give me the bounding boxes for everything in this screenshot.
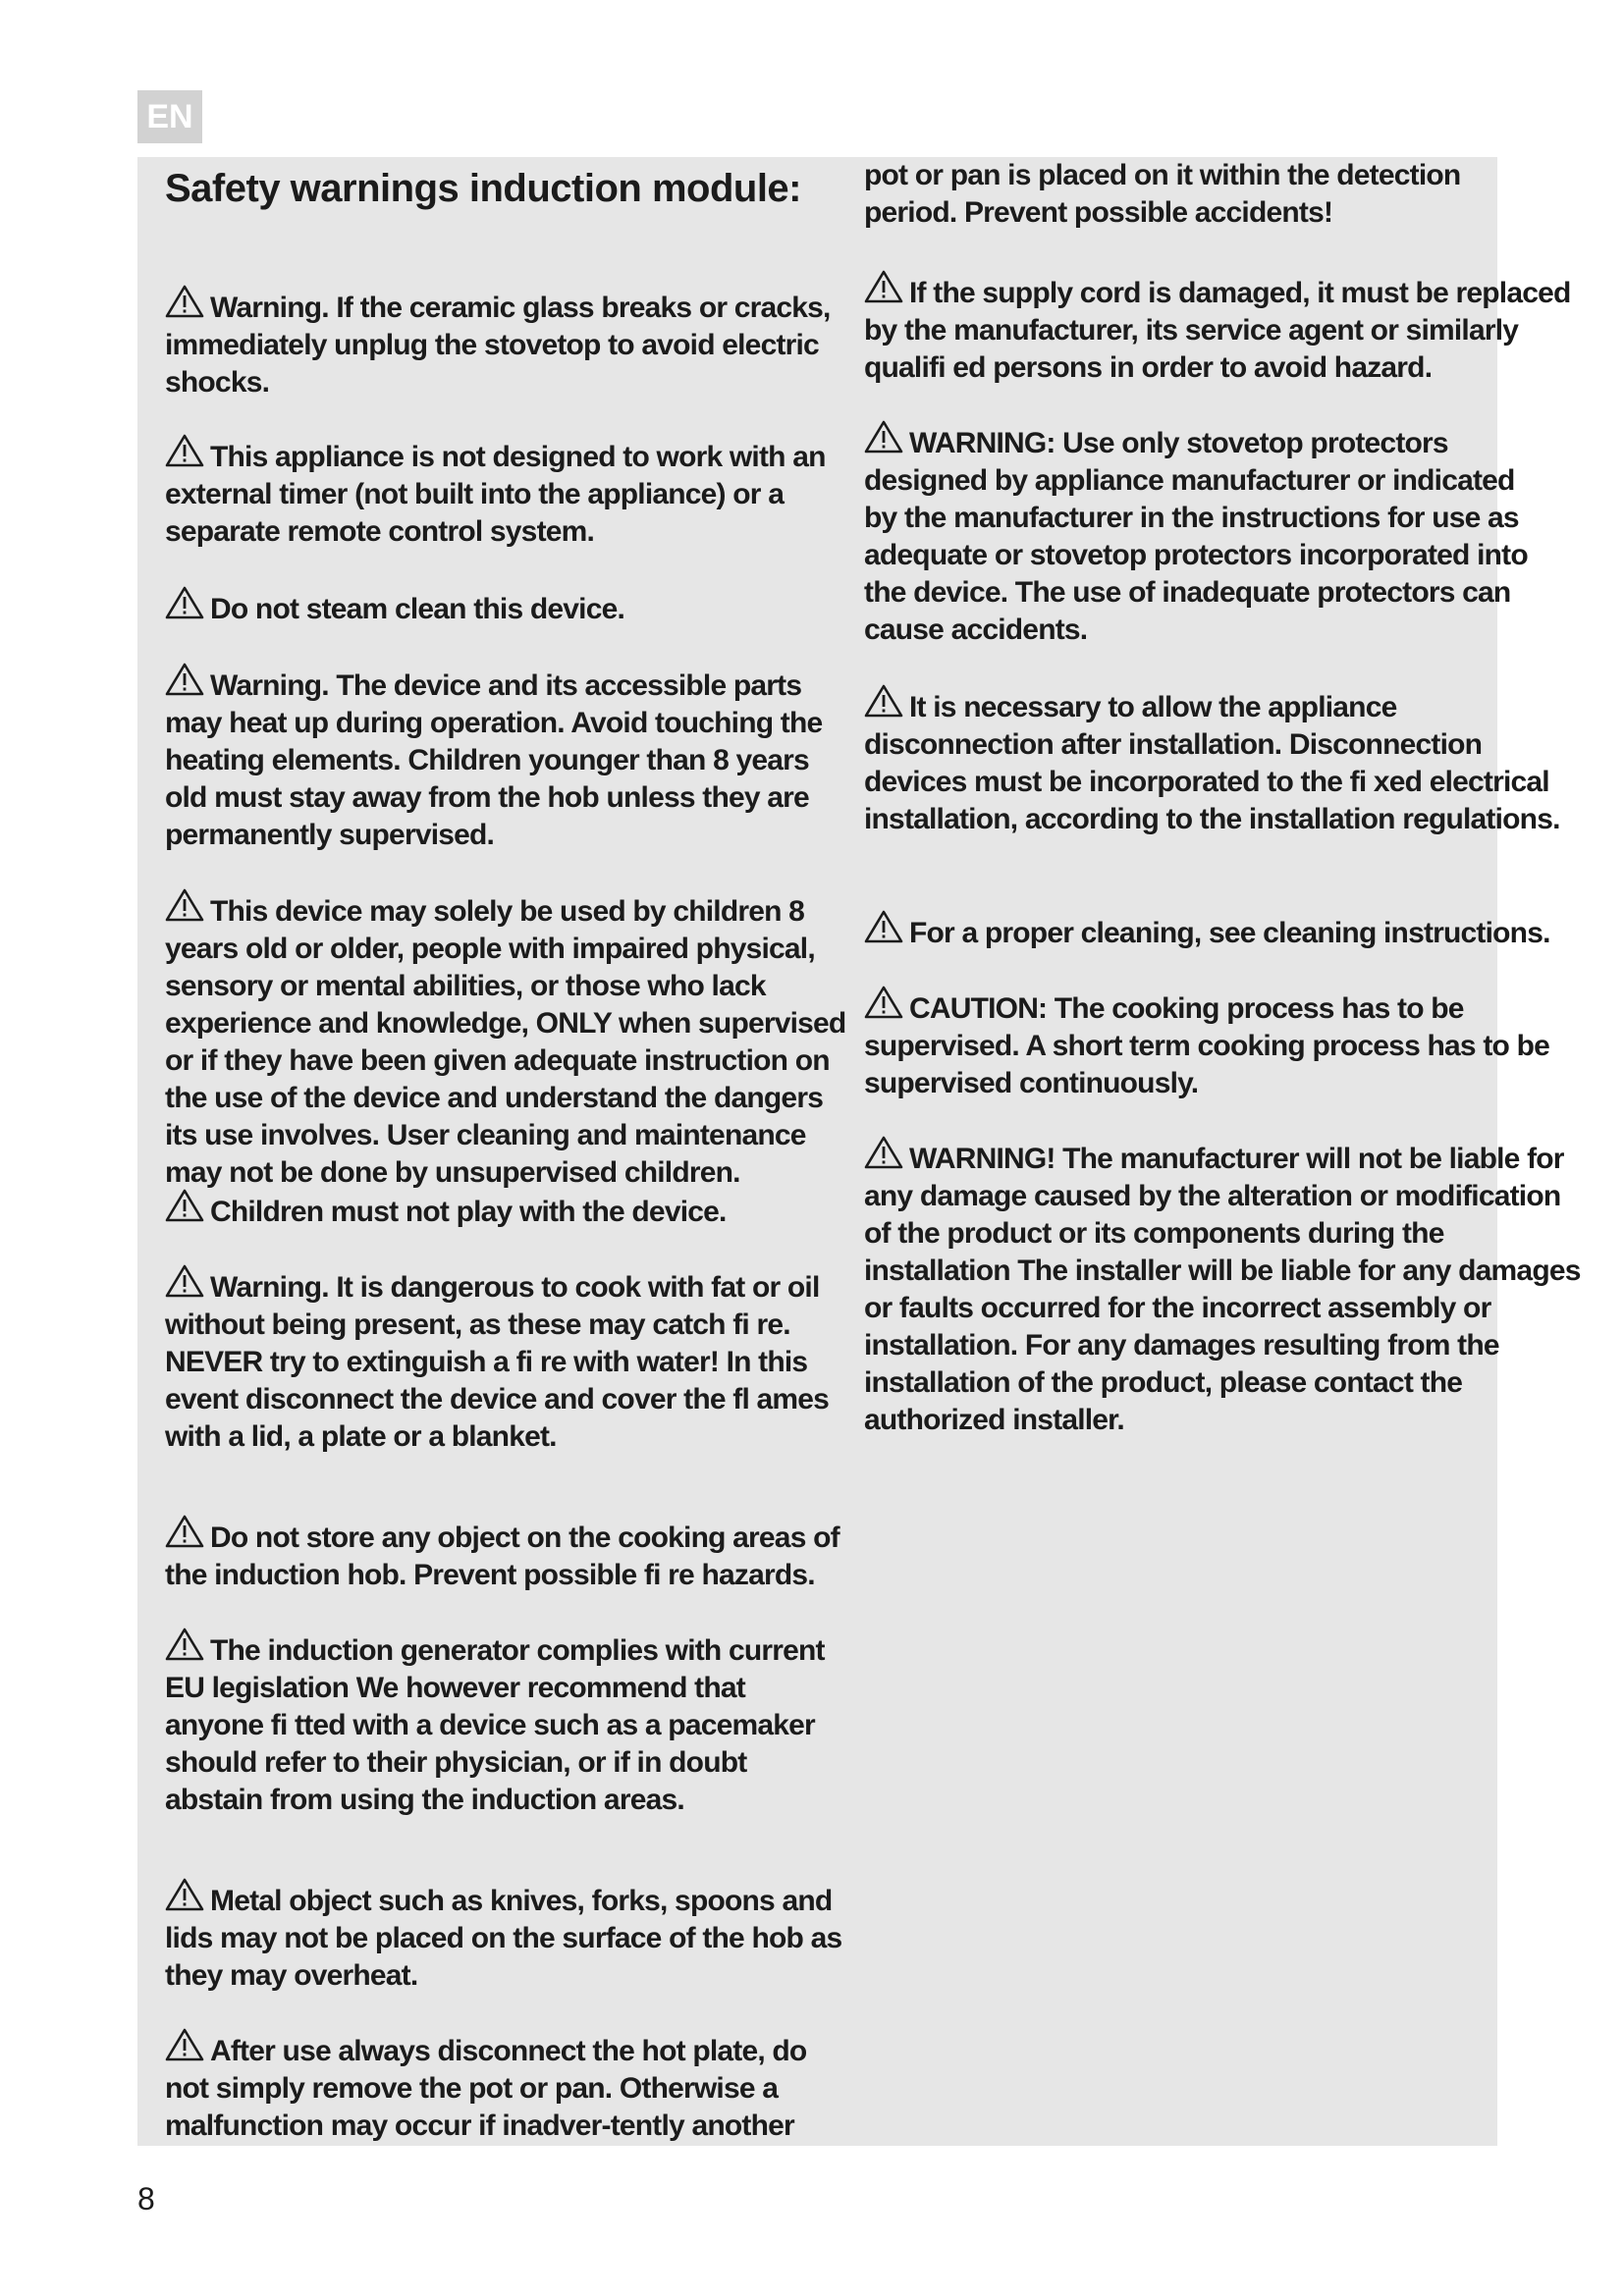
warning-text: If the supply cord is damaged, it must be replaced by the manufacturer, its service agent or similarly qualifi ed persons in order to avoid hazard. — [864, 277, 1571, 384]
warning-text: CAUTION: The cooking process has to be supervised. A short term cooking process has to be supervised continuously. — [864, 992, 1549, 1099]
warning-triangle-icon — [165, 1264, 206, 1300]
warning-paragraph — [165, 434, 846, 551]
warning-text: WARNING: Use only stovetop protectors designed by appliance manufacturer or indicated by the manufacturer in the instructions for use as adequate or stovetop protectors incorporated into the device. The use of inadequate protectors can cause accidents. — [864, 427, 1528, 646]
page-title: Safety warnings induction module: — [165, 167, 801, 210]
warning-text: This device may solely be used by children 8 years old or older, people with impaired physical, sensory or mental abilities, or those who lack experience and knowledge, ONLY when supervised or if they have been given adequate instruction on the use of the device and understand the dangers its use involves. User cleaning and maintenance may not be done by unsupervised children. — [165, 895, 846, 1189]
warning-triangle-icon — [165, 586, 206, 621]
warning-triangle-icon — [165, 1878, 206, 1913]
page-number: 8 — [137, 2181, 155, 2216]
warning-text: This appliance is not designed to work with an external timer (not built into the appliance) or a separate remote control system. — [165, 441, 826, 548]
warning-text: WARNING! The manufacturer will not be liable for any damage caused by the alteration or modification of the product or its components during the installation The installer will be liable for any damages or faults occurred for the incorrect assembly or installation. For any damages resulting from the installation of the product, please contact the authorized installer. — [864, 1143, 1581, 1436]
warning-triangle-icon — [864, 910, 905, 945]
warning-paragraph — [165, 285, 846, 401]
warning-triangle-icon — [165, 663, 206, 698]
warning-paragraph — [864, 420, 1532, 649]
warning-paragraph — [165, 1189, 846, 1231]
warning-paragraph — [165, 888, 846, 1192]
warning-text: Warning. The device and its accessible parts may heat up during operation. Avoid touching the heating elements. Children younger than 8 years old must stay away from the hob unless they are permanently supervised. — [165, 669, 823, 851]
warning-paragraph — [165, 663, 846, 854]
left-column — [165, 157, 846, 2142]
warning-text: For a proper cleaning, see cleaning instructions. — [909, 917, 1550, 949]
warning-paragraph — [864, 1136, 1581, 1439]
warning-text: Do not store any object on the cooking areas of the induction hob. Prevent possible fi re hazards. — [165, 1522, 839, 1591]
warning-paragraph — [165, 1264, 846, 1456]
warning-text: It is necessary to allow the appliance disconnection after installation. Disconnection devices must be incorporated to the fi xed electrical installation, according to the installation regulations. — [864, 691, 1560, 835]
warning-paragraph — [864, 270, 1581, 387]
warning-triangle-icon — [165, 1628, 206, 1663]
warning-paragraph — [864, 684, 1561, 838]
warning-paragraph — [165, 586, 846, 628]
warning-triangle-icon — [165, 2028, 206, 2063]
warning-triangle-icon — [165, 888, 206, 924]
warning-paragraph — [864, 910, 1581, 952]
safety-warnings-panel — [137, 157, 1581, 2146]
warning-triangle-icon — [165, 285, 206, 320]
warning-text: Warning. It is dangerous to cook with fat or oil without being present, as these may catch fi re. NEVER try to extinguish a fi re with water! In this event disconnect the device and cover the fl ames with a lid, a plate or a blanket. — [165, 1271, 830, 1453]
warning-text: Children must not play with the device. — [210, 1196, 727, 1228]
warning-text: Do not steam clean this device. — [210, 593, 625, 625]
warning-paragraph — [165, 1515, 846, 1594]
warning-triangle-icon — [864, 270, 905, 305]
warning-paragraph — [165, 2028, 846, 2145]
warning-text: pot or pan is placed on it within the detection period. Prevent possible accidents! — [864, 159, 1461, 229]
warning-paragraph — [165, 1878, 846, 1995]
warning-triangle-icon — [864, 420, 905, 455]
language-badge: EN — [137, 90, 202, 143]
warning-triangle-icon — [165, 1515, 206, 1550]
warning-triangle-icon — [864, 986, 905, 1021]
warning-text: Warning. If the ceramic glass breaks or cracks, immediately unplug the stovetop to avoid electric shocks. — [165, 292, 831, 399]
warning-text: After use always disconnect the hot plate, do not simply remove the pot or pan. Otherwise a malfunction may occur if inadver-tently another — [165, 2035, 807, 2142]
warning-text: The induction generator complies with current EU legislation We however recommend that anyone fi tted with a device such as a pacemaker should refer to their physician, or if in doubt abstain from using the induction areas. — [165, 1634, 825, 1816]
warning-paragraph — [165, 1628, 846, 1819]
warning-paragraph-continued — [864, 157, 1473, 232]
warning-paragraph — [864, 986, 1551, 1102]
warning-triangle-icon — [864, 684, 905, 720]
warning-triangle-icon — [864, 1136, 905, 1171]
warning-triangle-icon — [165, 1189, 206, 1224]
warning-text: Metal object such as knives, forks, spoons and lids may not be placed on the surface of the hob as they may overheat. — [165, 1885, 842, 1992]
warning-triangle-icon — [165, 434, 206, 469]
